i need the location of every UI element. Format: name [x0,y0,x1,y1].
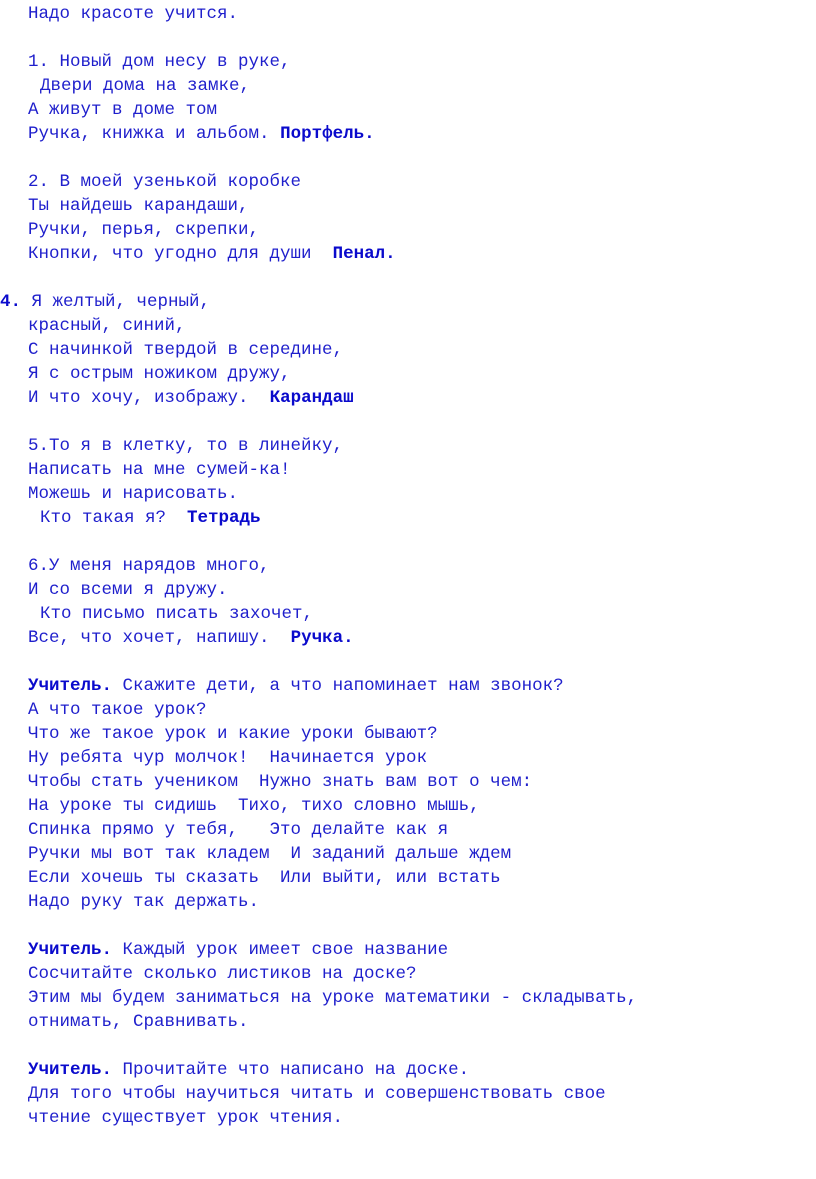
riddle-4-line-2: красный, синий, [28,316,186,336]
riddle-4-line-1: 4. Я желтый, черный, [0,292,211,312]
teacher-1-line-2: А что такое урок? [28,700,207,720]
riddle-2-answer: Пенал. [332,244,396,264]
teacher-1-line-5: Чтобы стать учеником Нужно знать вам вот о чем: [28,772,533,792]
teacher-1-line-9: Если хочешь ты сказать Или выйти, или встать [28,868,501,888]
riddle-2-line-3: Ручки, перья, скрепки, [28,220,260,240]
riddle-5-line-1: 5.То я в клетку, то в линейку, [28,436,344,456]
riddle-4-line-3: С начинкой твердой в середине, [28,340,344,360]
riddle-1-line-2: Двери дома на замке, [40,76,251,96]
teacher-2-line-1: Учитель. Каждый урок имеет свое название [28,940,449,960]
riddle-4-line-5: И что хочу, изображу. Карандаш [28,388,354,408]
riddle-6-line-3: Кто письмо писать захочет, [40,604,314,624]
riddle-1-line-3: А живут в доме том [28,100,218,120]
teacher-3-line-2: Для того чтобы научиться читать и совершенствовать свое [28,1084,606,1104]
teacher-3-line-1: Учитель. Прочитайте что написано на доске. [28,1060,470,1080]
riddle-1-line-4: Ручка, книжка и альбом. Портфель. [28,124,375,144]
riddle-2-line-1: 2. В моей узенькой коробке [28,172,302,192]
teacher-3-speaker: Учитель. [28,1060,113,1080]
teacher-2-line-4: отнимать, Сравнивать. [28,1012,249,1032]
riddle-1-answer: Портфель. [280,124,375,144]
teacher-1-line-3: Что же такое урок и какие уроки бывают? [28,724,438,744]
riddle-6-answer: Ручка. [290,628,354,648]
teacher-2-speaker: Учитель. [28,940,113,960]
riddle-4-answer: Карандаш [269,388,354,408]
riddle-6-line-1: 6.У меня нарядов много, [28,556,270,576]
teacher-1-line-10: Надо руку так держать. [28,892,260,912]
teacher-1-line-7: Спинка прямо у тебя, Это делайте как я [28,820,449,840]
teacher-1-line-4: Ну ребята чур молчок! Начинается урок [28,748,428,768]
riddle-2-line-2: Ты найдешь карандаши, [28,196,249,216]
teacher-1-speaker: Учитель. [28,676,113,696]
teacher-1-line-1: Учитель. Скажите дети, а что напоминает нам звонок? [28,676,564,696]
teacher-2-line-2: Сосчитайте сколько листиков на доске? [28,964,417,984]
riddle-2-line-4: Кнопки, что угодно для души Пенал. [28,244,396,264]
riddle-5-line-3: Можешь и нарисовать. [28,484,239,504]
teacher-1-line-8: Ручки мы вот так кладем И заданий дальше ждем [28,844,512,864]
teacher-1-line-6: На уроке ты сидишь Тихо, тихо словно мышь, [28,796,480,816]
riddle-4-line-4: Я с острым ножиком дружу, [28,364,291,384]
riddle-4-number: 4. [0,292,22,312]
riddle-1-line-1: 1. Новый дом несу в руке, [28,52,291,72]
teacher-2-line-3: Этим мы будем заниматься на уроке математики - складывать, [28,988,638,1008]
intro-line: Надо красоте учится. [28,4,239,24]
riddle-5-answer: Тетрадь [187,508,261,528]
riddle-6-line-4: Все, что хочет, напишу. Ручка. [28,628,354,648]
riddle-5-line-2: Написать на мне сумей-ка! [28,460,291,480]
riddle-5-line-4: Кто такая я? Тетрадь [40,508,261,528]
teacher-3-line-3: чтение существует урок чтения. [28,1108,344,1128]
riddle-6-line-2: И со всеми я дружу. [28,580,228,600]
